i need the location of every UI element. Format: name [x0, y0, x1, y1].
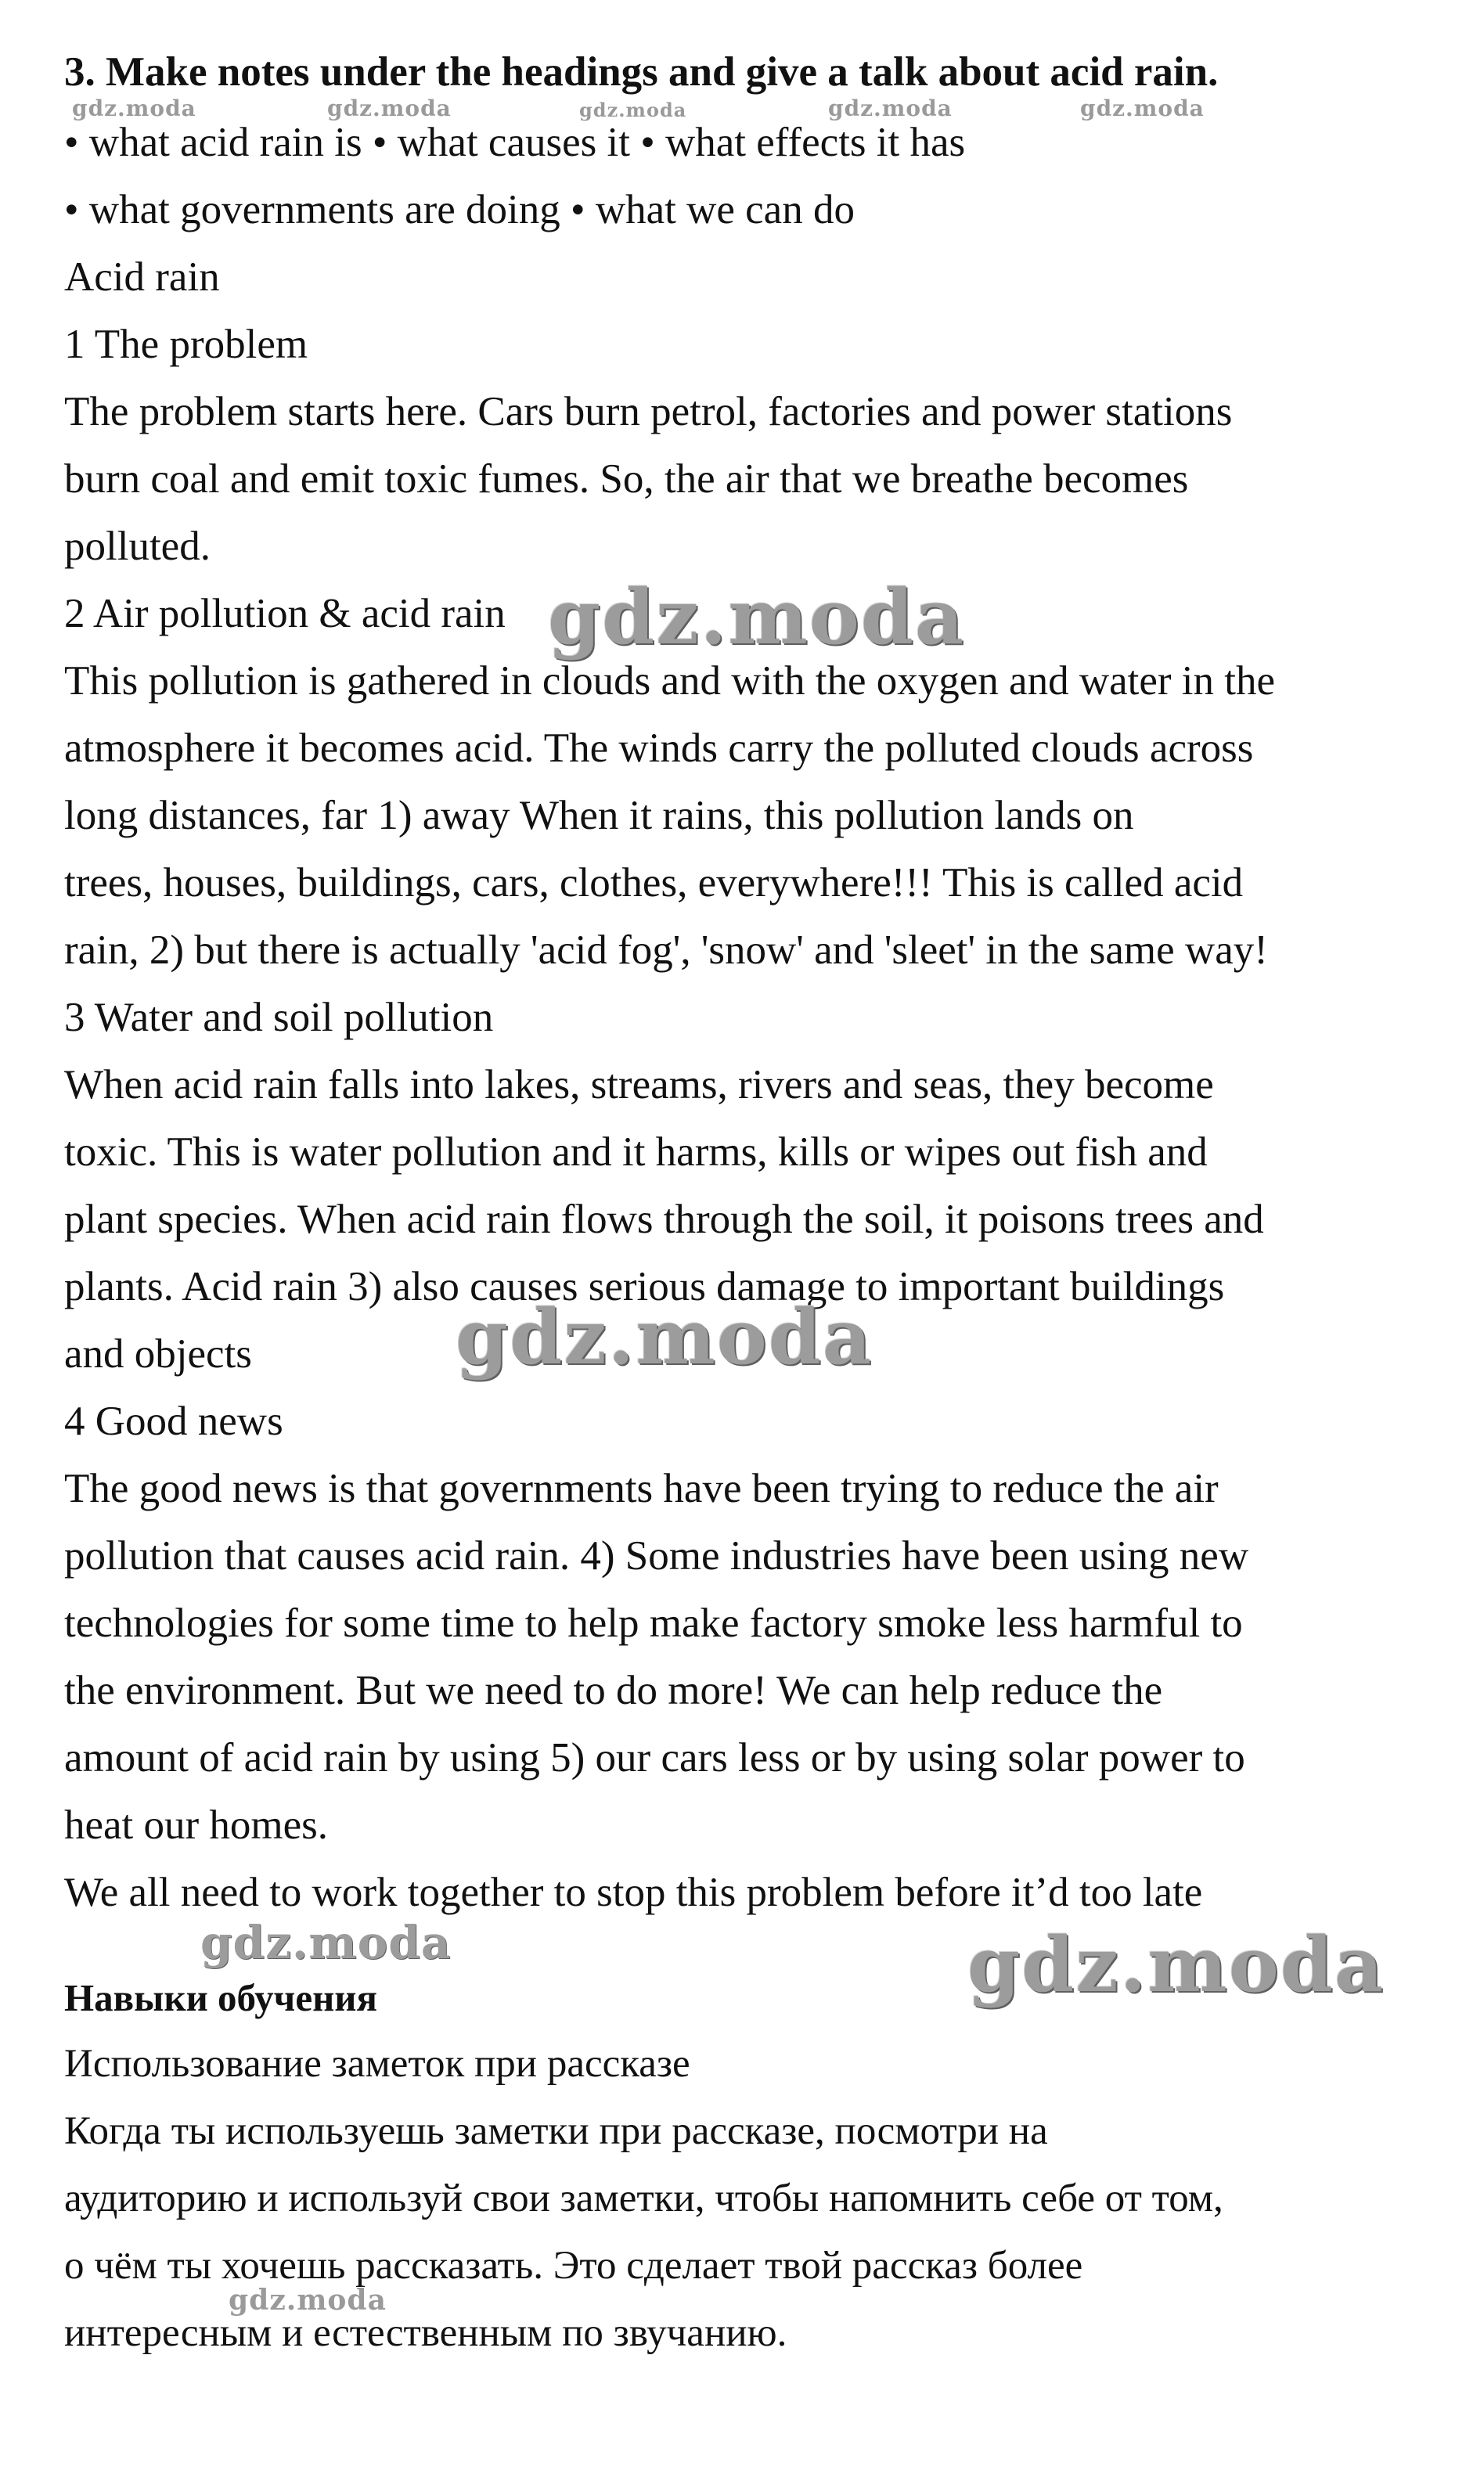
section-heading: 2 Air pollution & acid rain — [64, 591, 506, 636]
bullet-line-2: • what governments are doing • what we can do — [64, 187, 855, 232]
body-line: atmosphere it becomes acid. The winds carry the polluted clouds across — [64, 726, 1254, 771]
watermark: gdz.moda — [72, 95, 196, 121]
watermark: gdz.moda — [828, 95, 953, 121]
body-line: plants. Acid rain 3) also causes serious damage to important buildings — [64, 1264, 1225, 1309]
body-line: heat our homes. — [64, 1802, 329, 1848]
watermark: gdz.moda — [200, 1916, 452, 1969]
body-line: technologies for some time to help make factory smoke less harmful to — [64, 1601, 1243, 1646]
watermark: gdz.moda — [967, 1921, 1385, 2009]
section-title: Acid rain — [64, 254, 220, 300]
watermark: gdz.moda — [1080, 95, 1205, 121]
section-heading: 4 Good news — [64, 1399, 283, 1444]
body-line: polluted. — [64, 524, 211, 569]
body-line: toxic. This is water pollution and it harms, kills or wipes out fish and — [64, 1129, 1208, 1175]
watermark: gdz.moda — [229, 2284, 387, 2317]
watermark: gdz.moda — [456, 1293, 873, 1381]
study-skills-line: Когда ты используешь заметки при рассказе, посмотри на — [64, 2109, 1048, 2153]
body-line: trees, houses, buildings, cars, clothes, everywhere!!! This is called acid — [64, 860, 1244, 906]
bullet-line-1: • what acid rain is • what causes it • what effects it has — [64, 120, 966, 165]
section-heading: 3 Water and soil pollution — [64, 995, 494, 1040]
study-skills-heading: Навыки обучения — [64, 1976, 378, 2019]
body-line: rain, 2) but there is actually 'acid fog', 'snow' and 'sleet' in the same way! — [64, 927, 1268, 973]
section-heading: 1 The problem — [64, 322, 308, 367]
body-line: long distances, far 1) away When it rains, this pollution lands on — [64, 793, 1134, 838]
exercise-heading: 3. Make notes under the headings and give a talk about acid rain. — [64, 49, 1219, 95]
closing-line: We all need to work together to stop this problem before it’d too late — [64, 1870, 1203, 1915]
watermark: gdz.moda — [579, 99, 687, 121]
study-skills-line: о чём ты хочешь рассказать. Это сделает твой рассказ более — [64, 2244, 1083, 2288]
watermark: gdz.moda — [548, 573, 966, 661]
body-line: and objects — [64, 1331, 252, 1377]
body-line: This pollution is gathered in clouds and with the oxygen and water in the — [64, 658, 1275, 704]
body-line: The good news is that governments have been trying to reduce the air — [64, 1466, 1219, 1511]
body-line: plant species. When acid rain flows through the soil, it poisons trees and — [64, 1197, 1264, 1242]
study-skills-line: интересным и естественным по звучанию. — [64, 2311, 787, 2355]
body-line: pollution that causes acid rain. 4) Some industries have been using new — [64, 1533, 1249, 1579]
body-line: burn coal and emit toxic fumes. So, the air that we breathe becomes — [64, 456, 1189, 502]
body-line: When acid rain falls into lakes, streams, rivers and seas, they become — [64, 1062, 1214, 1107]
body-line: the environment. But we need to do more! We can help reduce the — [64, 1668, 1163, 1713]
watermark: gdz.moda — [327, 95, 452, 121]
body-line: The problem starts here. Cars burn petrol, factories and power stations — [64, 389, 1233, 434]
body-line: amount of acid rain by using 5) our cars less or by using solar power to — [64, 1735, 1245, 1781]
study-skills-subheading: Использование заметок при рассказе — [64, 2042, 690, 2086]
study-skills-line: аудиторию и используй свои заметки, чтобы напомнить себе от том, — [64, 2177, 1223, 2220]
